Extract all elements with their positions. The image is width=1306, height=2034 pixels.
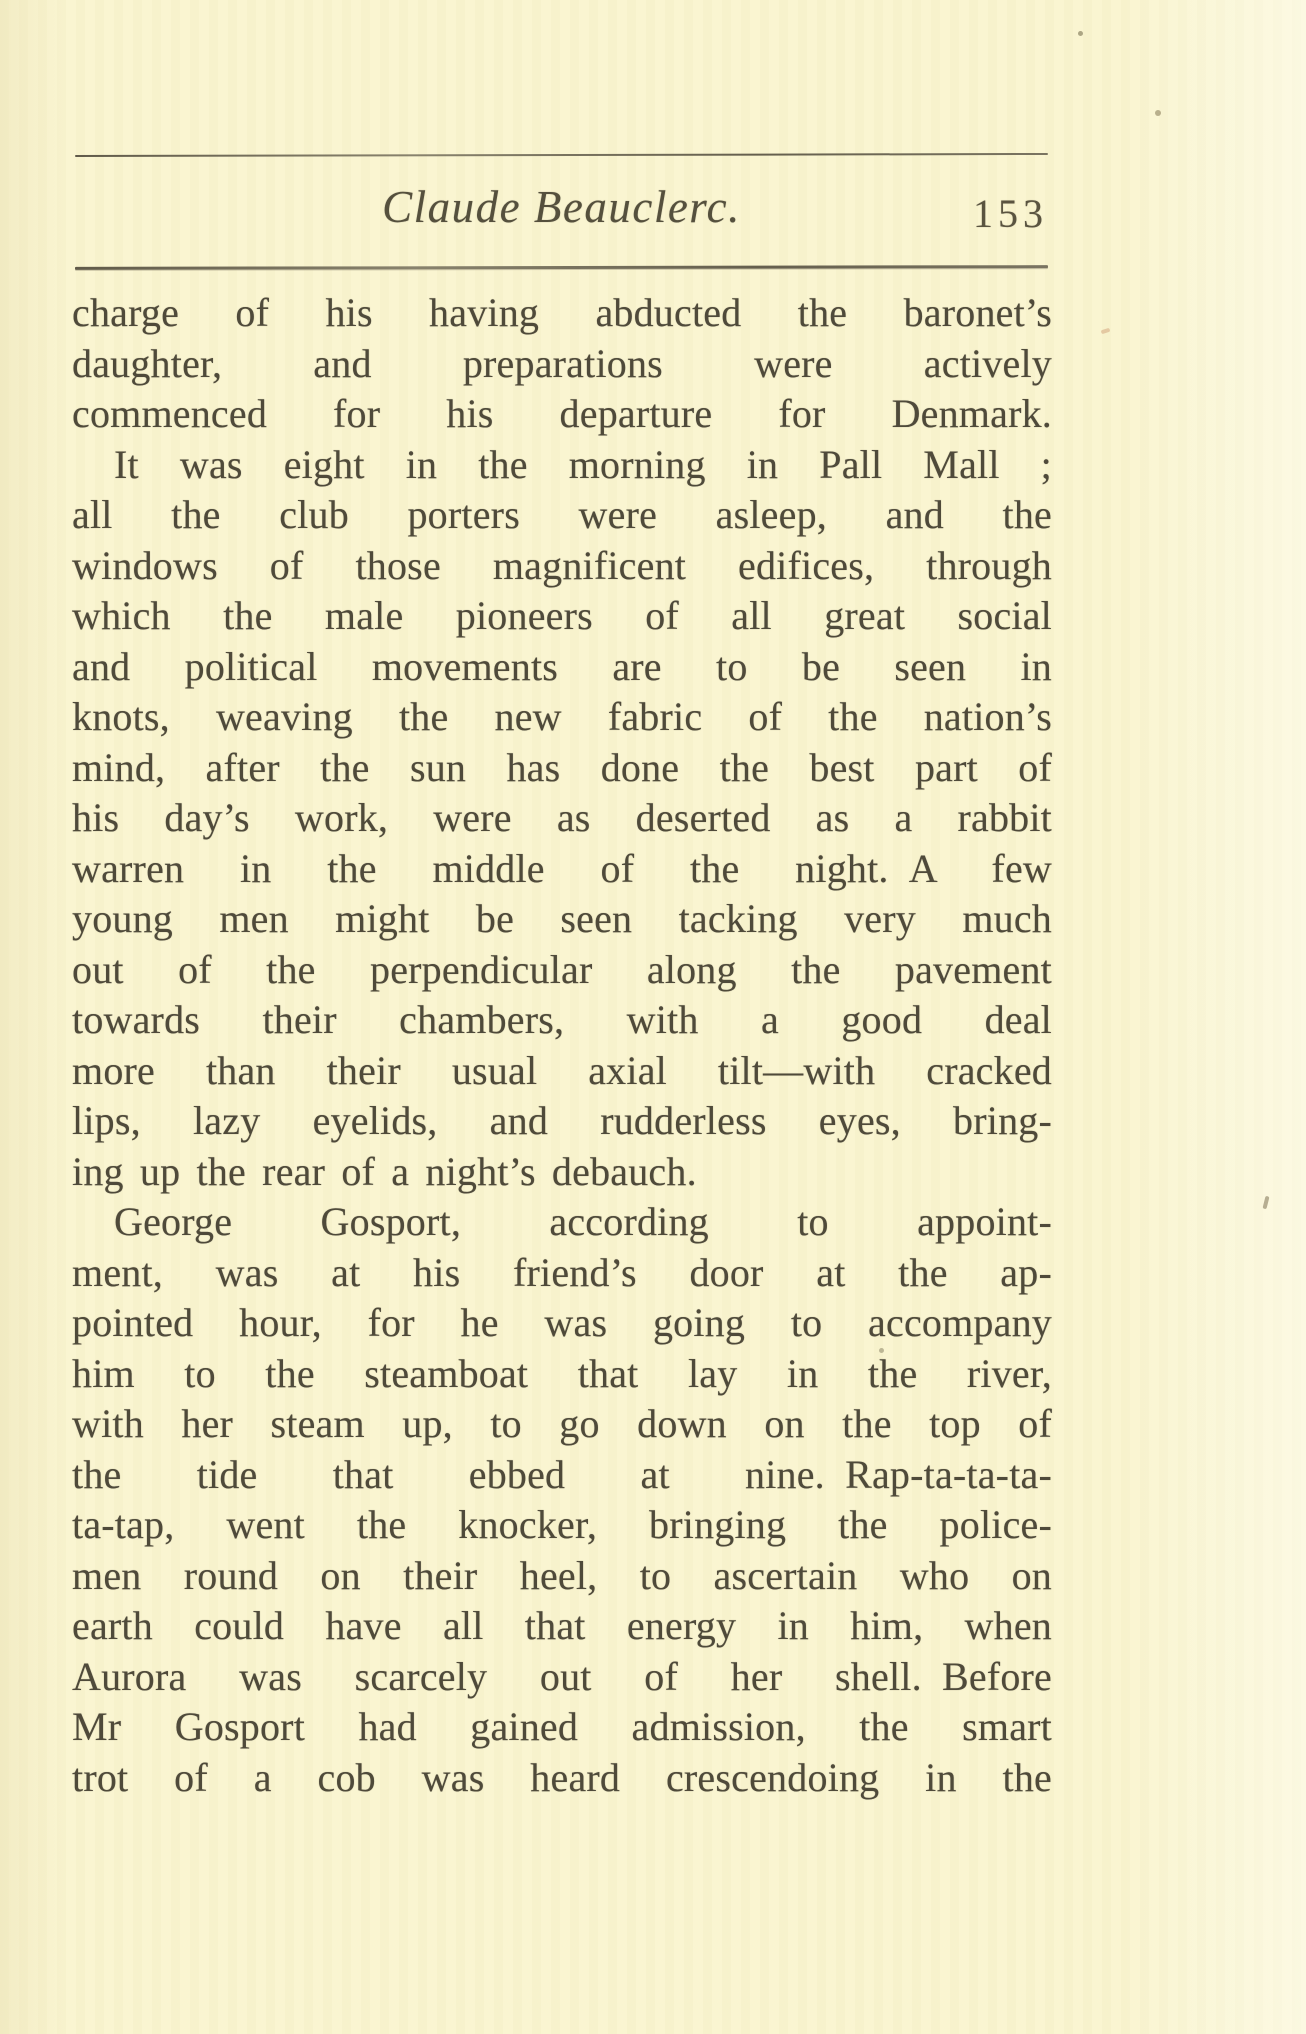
text-line: trot of a cob was heard crescendoing in the	[72, 1754, 1052, 1800]
text-line: him to the steamboat that lay in the river,	[72, 1350, 1052, 1396]
text-line: warren in the middle of the night. A few	[72, 845, 1052, 891]
text-line: ing up the rear of a night’s debauch.	[72, 1148, 697, 1194]
text-line: earth could have all that energy in him, when	[72, 1603, 1052, 1648]
header-rule-bottom	[75, 265, 1048, 270]
text-line: men round on their heel, to ascertain who on	[72, 1552, 1052, 1598]
text-line: daughter, and preparations were actively	[72, 340, 1052, 386]
header-rule-top	[75, 153, 1048, 157]
text-line: with her steam up, to go down on the top of	[72, 1401, 1052, 1446]
text-line: towards their chambers, with a good deal	[72, 997, 1052, 1042]
text-line: Mr Gosport had gained admission, the smart	[72, 1704, 1052, 1749]
running-title: Claude Beauclerc.	[382, 182, 741, 232]
text-line: out of the perpendicular along the pavement	[72, 946, 1052, 992]
text-line: charge of his having abducted the baronet’s	[72, 290, 1052, 335]
paper-speck	[1155, 110, 1161, 116]
paper-speck	[1101, 328, 1111, 335]
running-header	[75, 181, 1048, 239]
paper-speck	[1262, 1196, 1269, 1210]
text-line: George Gosport, according to appoint-	[114, 1199, 1052, 1244]
page-number: 153	[973, 191, 1048, 236]
text-line: mind, after the sun has done the best part of	[72, 744, 1052, 790]
text-line: which the male pioneers of all great social	[72, 593, 1052, 638]
text-line: more than their usual axial tilt—with cracked	[72, 1047, 1052, 1093]
text-line: all the club porters were asleep, and the	[72, 492, 1052, 537]
page-body	[72, 288, 1052, 1803]
text-line: It was eight in the morning in Pall Mall ;	[114, 441, 1052, 487]
text-line: pointed hour, for he was going to accompany	[72, 1300, 1052, 1345]
text-line: his day’s work, were as deserted as a rabbit	[72, 795, 1052, 840]
text-line: the tide that ebbed at nine. Rap-ta-ta-ta-	[72, 1451, 1052, 1497]
text-line: commenced for his departure for Denmark.	[72, 391, 1052, 436]
text-line: knots, weaving the new fabric of the nation’s	[72, 694, 1052, 739]
text-line: ment, was at his friend’s door at the ap-	[72, 1249, 1052, 1295]
text-line: lips, lazy eyelids, and rudderless eyes, bring-	[72, 1098, 1052, 1143]
text-line: Aurora was scarcely out of her shell. Before	[72, 1653, 1052, 1699]
text-line: ta-tap, went the knocker, bringing the police-	[72, 1502, 1052, 1547]
text-line: young men might be seen tacking very much	[72, 896, 1052, 941]
text-line: and political movements are to be seen in	[72, 643, 1052, 689]
paper-speck	[1078, 31, 1083, 36]
text-line: windows of those magnificent edifices, through	[72, 542, 1052, 588]
